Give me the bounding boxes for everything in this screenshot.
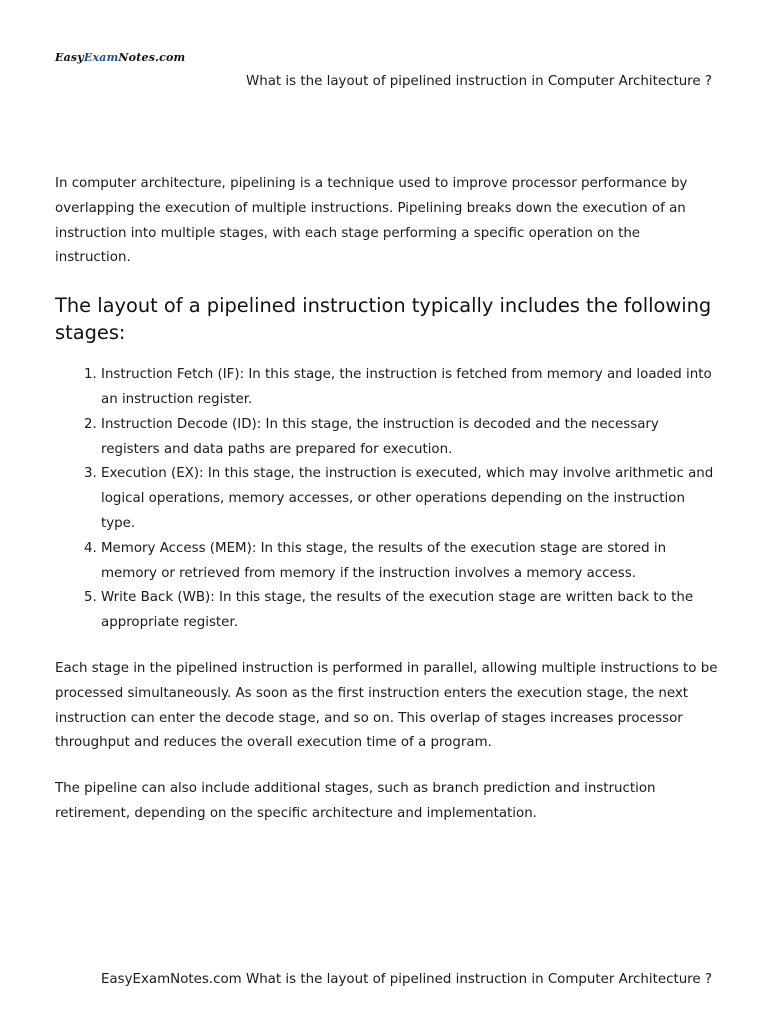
stage-item-mem: 4. Memory Access (MEM): In this stage, the results of the execution stage are stored in memory or retrieved from memory if the instruction involves a memory access. <box>101 537 719 587</box>
logo-text-exam: Exam <box>83 51 119 64</box>
page-footer: EasyExamNotes.com What is the layout of pipelined instruction in Computer Architecture ? <box>100 972 712 987</box>
logo-text-notes: Notes.com <box>118 51 186 64</box>
stage-item-ex: 3. Execution (EX): In this stage, the instruction is executed, which may involve arithmetic and logical operations, memory accesses, or other operations depending on the instruction type. <box>101 462 719 536</box>
intro-paragraph: In computer architecture, pipelining is a technique used to improve processor performance by overlapping the execution of multiple instructions. Pipelining breaks down the execution of an instruction into multiple stages, with each stage performing a specific operation on the instruction. <box>55 176 688 266</box>
site-logo <box>55 51 185 64</box>
additional-stages-paragraph: The pipeline can also include additional stages, such as branch prediction and instruction retirement, depending on the specific architecture and implementation. <box>55 781 656 821</box>
section-heading: The layout of a pipelined instruction typically includes the following stages: <box>55 294 712 345</box>
stages-list <box>55 363 719 636</box>
logo-text-easy: Easy <box>55 51 84 64</box>
stage-item-wb: 5. Write Back (WB): In this stage, the results of the execution stage are written back to the appropriate register. <box>101 586 719 636</box>
stage-item-id: 2. Instruction Decode (ID): In this stage, the instruction is decoded and the necessary registers and data paths are prepared for execution. <box>101 413 719 463</box>
parallel-paragraph: Each stage in the pipelined instruction is performed in parallel, allowing multiple instructions to be processed simultaneously. As soon as the first instruction enters the execution stage, the next instruction can enter the decode stage, and so on. This overlap of stages increases processor throughput and reduces the overall execution time of a program. <box>55 660 718 751</box>
header-title: What is the layout of pipelined instruction in Computer Architecture ? <box>245 74 712 89</box>
document-body <box>55 172 719 827</box>
stage-item-if: 1. Instruction Fetch (IF): In this stage, the instruction is fetched from memory and loaded into an instruction register. <box>101 363 719 413</box>
